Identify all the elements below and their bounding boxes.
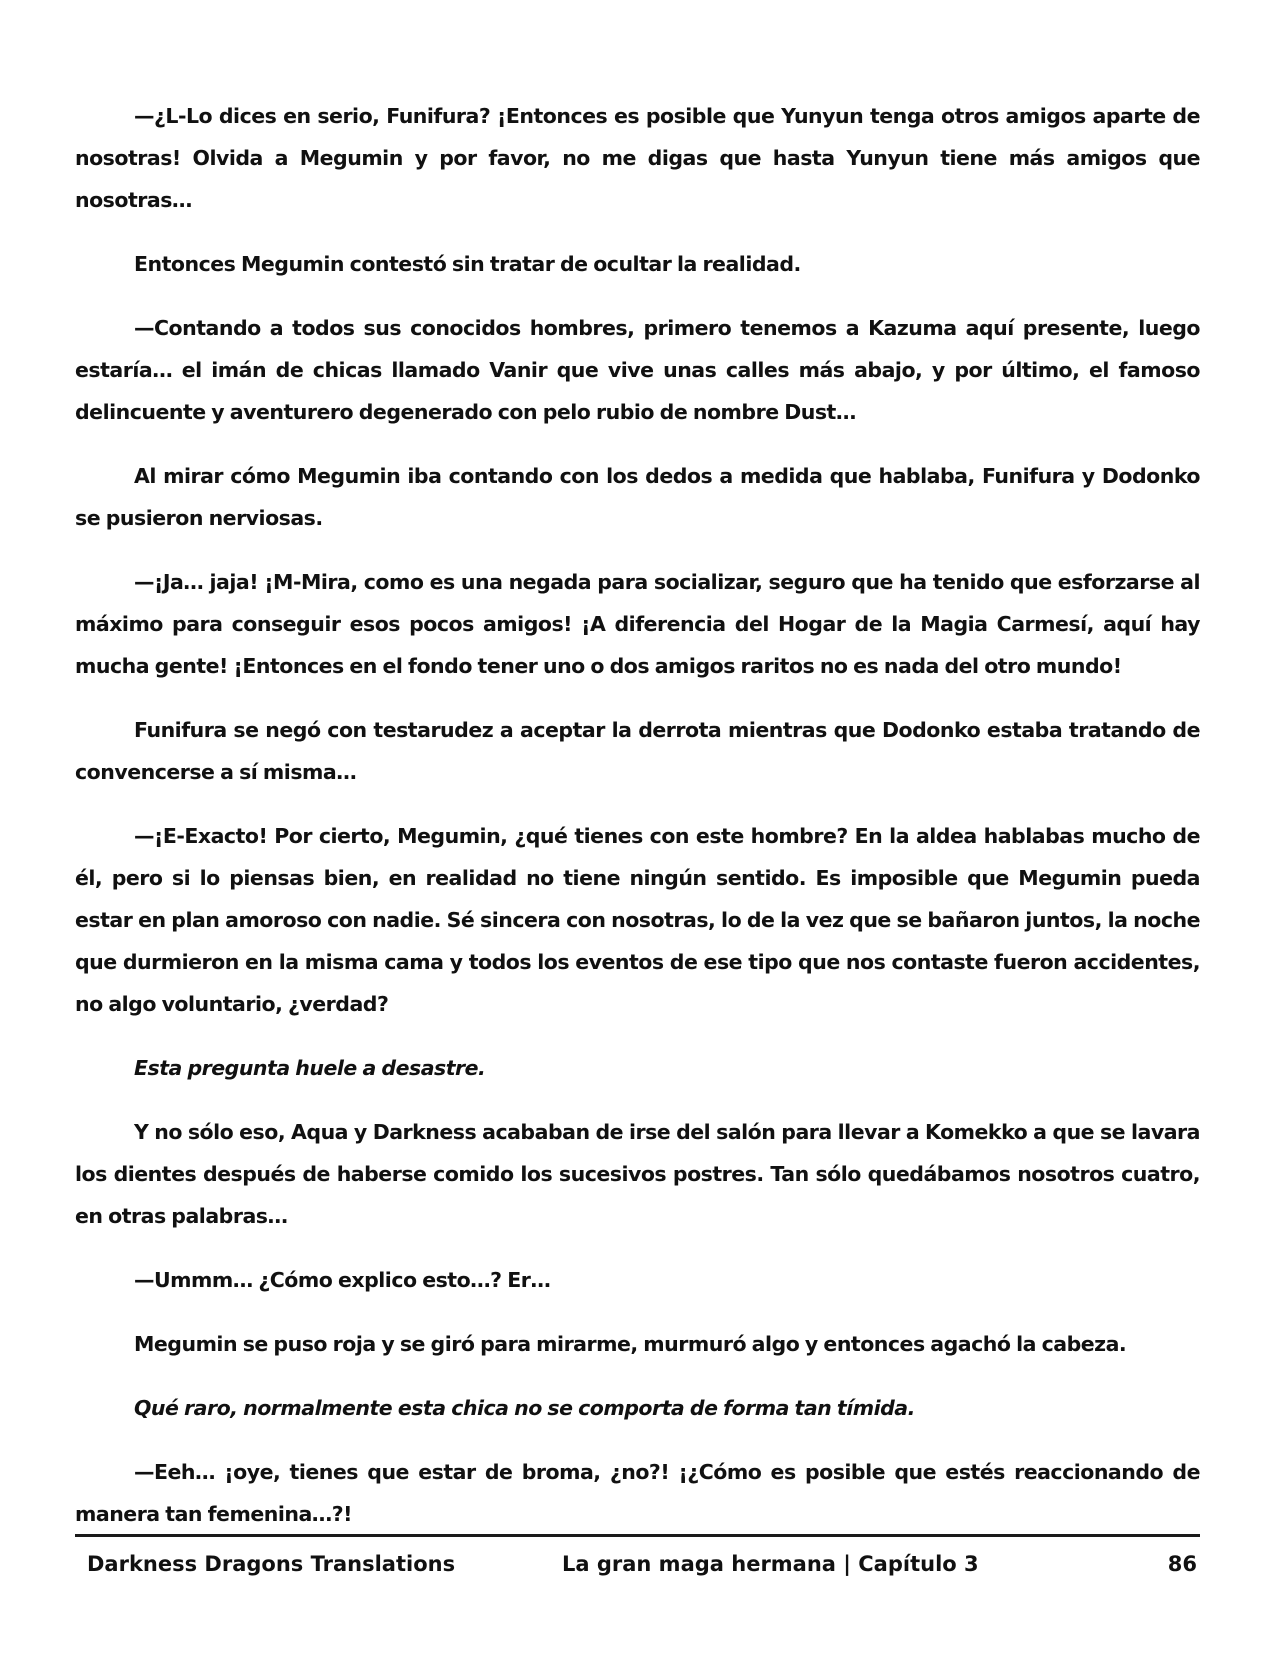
paragraph-1: —¿L-Lo dices en serio, Funifura? ¡Entonces es posible que Yunyun tenga otros amigos aparte de nosotras! Olvida a Megumin y por favor, no me digas que hasta Yunyun tiene más amigos que nosotras… [75,104,1200,212]
paragraph-7: —¡E-Exacto! Por cierto, Megumin, ¿qué tienes con este hombre? En la aldea hablabas mucho de él, pero si lo piensas bien, en realidad no tiene ningún sentido. Es imposible que Megumin pueda estar en plan amoroso con nadie. Sé sincera con nosotras, lo de la vez que se bañaron juntos, la noche que durmieron en la misma cama y todos los eventos de ese tipo que nos contaste fueron accidentes, no algo voluntario, ¿verdad? [75,824,1200,1016]
paragraph-10: —Ummm… ¿Cómo explico esto…? Er… [134,1268,551,1292]
paragraph-2: Entonces Megumin contestó sin tratar de ocultar la realidad. [134,252,801,276]
paragraph-5: —¡Ja… jaja! ¡M-Mira, como es una negada para socializar, seguro que ha tenido que esforzarse al máximo para conseguir esos pocos amigos! ¡A diferencia del Hogar de la Magia Carmesí, aquí hay mucha gente! ¡Entonces en el fondo tener uno o dos amigos raritos no es nada del otro mundo! [75,570,1200,678]
paragraph-4: Al mirar cómo Megumin iba contando con los dedos a medida que hablaba, Funifura y Dodonko se pusieron nerviosas. [75,464,1200,530]
paragraph-9: Y no sólo eso, Aqua y Darkness acababan de irse del salón para llevar a Komekko a que se lavara los dientes después de haberse comido los sucesivos postres. Tan sólo quedábamos nosotros cuatro, en otras palabras… [75,1120,1200,1228]
paragraph-6: Funifura se negó con testarudez a aceptar la derrota mientras que Dodonko estaba tratando de convencerse a sí misma… [75,718,1200,784]
footer-page-number: 86 [1167,1552,1197,1576]
footer-chapter-title: La gran maga hermana | Capítulo 3 [562,1552,979,1576]
page-body [75,95,1200,1557]
paragraph-13: —Eeh… ¡oye, tienes que estar de broma, ¿no?! ¡¿Cómo es posible que estés reaccionando de manera tan femenina…?! [75,1460,1200,1526]
paragraph-3: —Contando a todos sus conocidos hombres, primero tenemos a Kazuma aquí presente, luego estaría… el imán de chicas llamado Vanir que vive unas calles más abajo, y por último, el famoso delincuente y aventurero degenerado con pelo rubio de nombre Dust… [75,316,1200,424]
page-footer [75,1534,1200,1587]
footer-translator-credit: Darkness Dragons Translations [87,1552,456,1576]
paragraph-11: Megumin se puso roja y se giró para mirarme, murmuró algo y entonces agachó la cabeza. [134,1332,1127,1356]
paragraph-12-italic: Qué raro, normalmente esta chica no se comporta de forma tan tímida. [134,1396,915,1420]
paragraph-8-italic: Esta pregunta huele a desastre. [134,1056,486,1080]
